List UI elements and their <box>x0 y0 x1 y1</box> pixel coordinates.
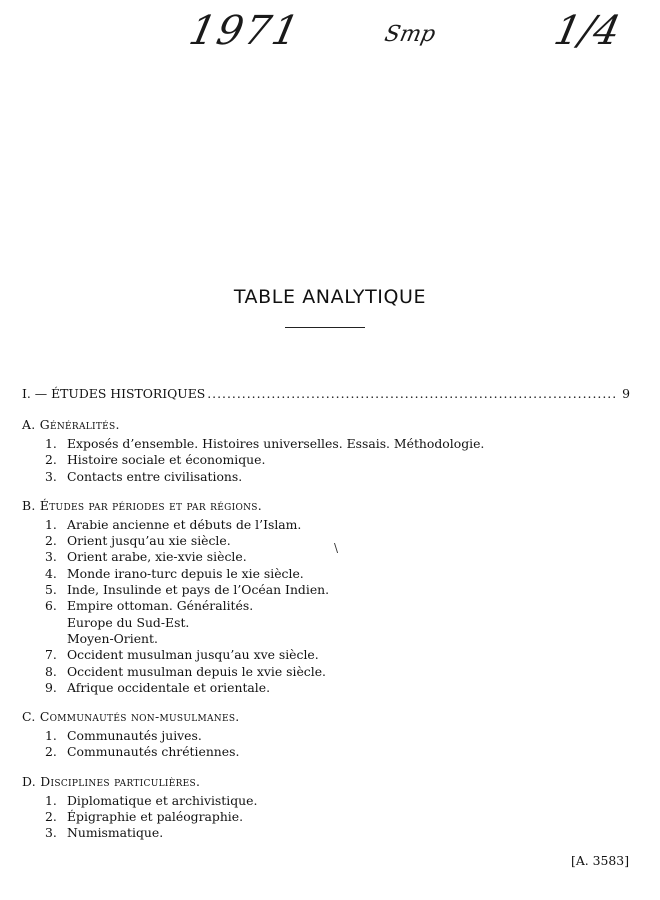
list-item <box>45 517 630 533</box>
list-item <box>45 728 630 744</box>
dot-leader <box>207 386 616 401</box>
item-number: 1. <box>45 728 57 744</box>
list-item <box>45 436 630 452</box>
item-number: 3. <box>45 468 57 484</box>
section-d <box>22 773 630 842</box>
item-number: 3. <box>45 549 57 565</box>
section-title: Généralités. <box>39 417 120 432</box>
section-title: Études par périodes et par régions. <box>39 497 263 513</box>
list-item <box>45 598 630 614</box>
item-number: 3. <box>45 825 57 841</box>
item-text: Orient arabe, xie-xvie siècle. <box>67 549 247 565</box>
title-rule <box>285 327 365 328</box>
item-text: Empire ottoman. Généralités. <box>67 598 254 614</box>
section-heading <box>22 497 630 514</box>
section-letter: A. <box>22 417 36 432</box>
list-item <box>45 744 630 760</box>
item-number: 2. <box>45 452 57 468</box>
section-a <box>22 416 630 485</box>
list-item <box>45 647 630 663</box>
item-number: 8. <box>45 663 57 679</box>
item-text: Histoire sociale et économique. <box>67 452 266 468</box>
item-number: 1. <box>45 436 57 451</box>
section-heading <box>22 708 630 725</box>
section-b <box>22 497 630 696</box>
list-item <box>45 664 630 680</box>
section-letter: C. <box>22 709 36 725</box>
handwritten-volume: 1/4 <box>550 8 625 54</box>
item-text: Europe du Sud-Est. <box>67 614 190 630</box>
list-item <box>45 582 630 598</box>
item-number: 2. <box>45 744 57 760</box>
page-title: TABLE ANALYTIQUE <box>233 286 427 308</box>
item-number: 4. <box>45 565 57 581</box>
stray-pencil-mark: \ <box>334 541 339 555</box>
list-item <box>45 793 630 809</box>
item-number: 7. <box>45 647 57 663</box>
item-text: Orient jusqu’au xie siècle. <box>67 533 231 549</box>
section-heading <box>22 773 630 790</box>
part-page-number: 9 <box>622 386 630 401</box>
item-text: Numismatique. <box>67 825 164 841</box>
list-item <box>45 566 630 582</box>
handwritten-year: 1971 <box>185 8 305 54</box>
section-c <box>22 708 630 761</box>
item-text: Moyen-Orient. <box>67 630 158 646</box>
list-item <box>45 615 630 631</box>
item-number: 5. <box>45 582 57 598</box>
item-text: Exposés d’ensemble. Histoires universelles. Essais. Méthodologie. <box>67 436 485 451</box>
item-text: Afrique occidentale et orientale. <box>67 679 271 695</box>
item-text: Diplomatique et archivistique. <box>67 792 258 808</box>
item-text: Inde, Insulinde et pays de l’Océan Indien. <box>67 582 330 598</box>
item-text: Épigraphie et paléographie. <box>67 809 244 825</box>
list-item <box>45 680 630 696</box>
section-title: Disciplines particulières. <box>40 773 201 789</box>
list-item <box>45 469 630 485</box>
list-item <box>45 825 630 841</box>
section-letter: D. <box>22 773 37 789</box>
item-text: Arabie ancienne et débuts de l’Islam. <box>67 516 302 532</box>
item-number: 1. <box>45 516 57 532</box>
item-text: Occident musulman jusqu’au xve siècle. <box>67 647 319 663</box>
table-of-contents <box>22 386 630 842</box>
list-item <box>45 631 630 647</box>
item-text: Communautés juives. <box>67 728 202 744</box>
item-number: 2. <box>45 533 57 549</box>
item-text: Occident musulman depuis le xvie siècle. <box>67 663 326 679</box>
part-heading <box>22 386 630 404</box>
list-item <box>45 809 630 825</box>
item-number: 9. <box>45 679 57 695</box>
document-reference: [A. 3583] <box>571 853 630 868</box>
section-heading <box>22 416 630 433</box>
item-text: Monde irano-turc depuis le xie siècle. <box>67 565 304 581</box>
handwritten-code: Smp <box>382 22 438 47</box>
list-item <box>45 452 630 468</box>
part-label: I. — ÉTUDES HISTORIQUES <box>22 386 206 401</box>
item-number: 6. <box>45 598 57 614</box>
section-title: Communautés non-musulmanes. <box>39 709 240 725</box>
section-letter: B. <box>22 497 36 513</box>
item-number: 2. <box>45 809 57 825</box>
item-number: 1. <box>45 792 57 808</box>
item-text: Communautés chrétiennes. <box>67 744 240 760</box>
item-text: Contacts entre civilisations. <box>67 468 243 484</box>
